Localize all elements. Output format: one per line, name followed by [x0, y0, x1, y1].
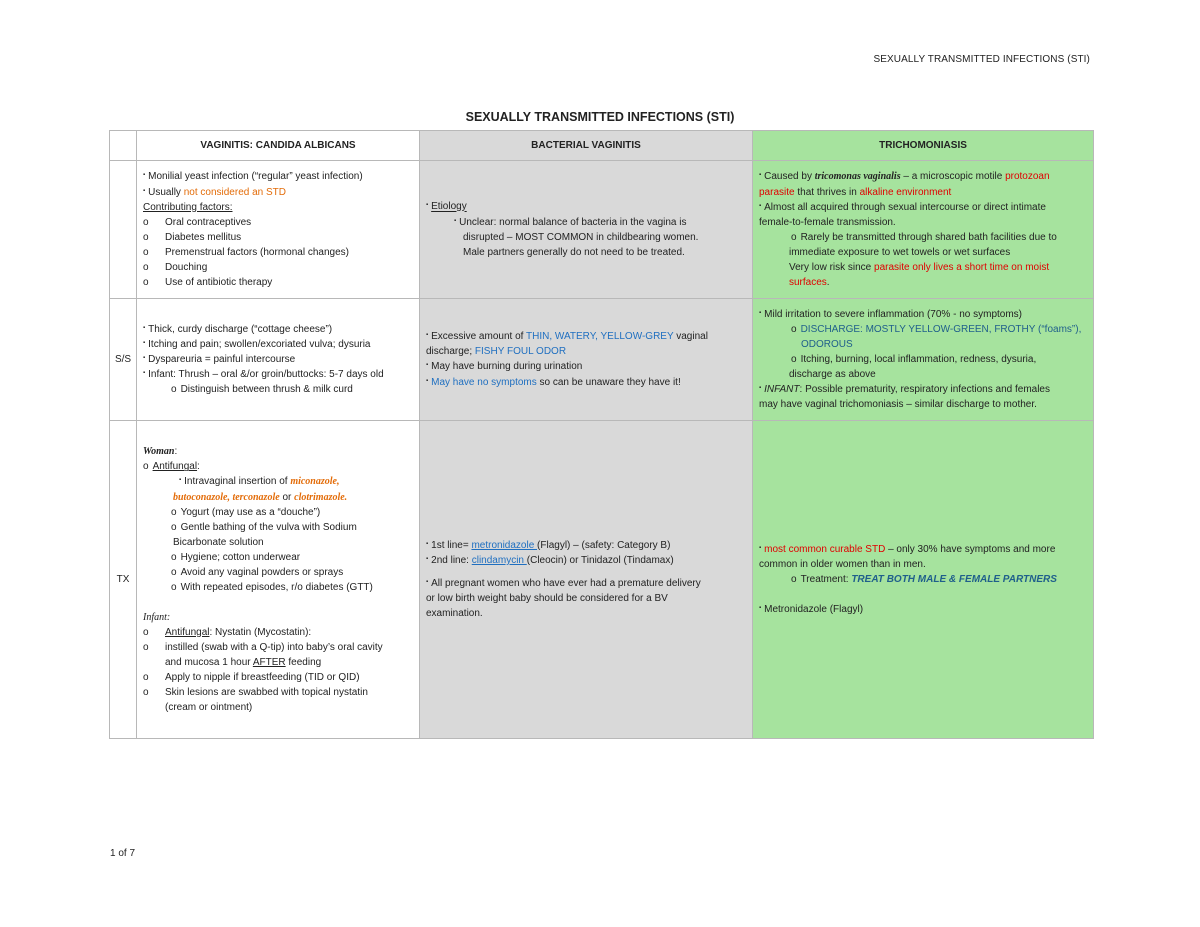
bullet-icon: ▪: [143, 172, 146, 179]
circle-bullet-icon: o: [791, 231, 797, 243]
cell-trich-overview: [753, 161, 1094, 299]
row-label-overview: [110, 161, 137, 299]
text: discharge;: [426, 346, 475, 358]
drug-link[interactable]: clindamycin: [471, 555, 527, 567]
bullet-icon: ▪: [454, 217, 457, 224]
bullet-icon: ▪: [759, 172, 762, 179]
cell-candida-overview: [137, 161, 420, 299]
bullet-icon: ▪: [426, 579, 429, 586]
text: Rarely be transmitted through shared bath facilities due to: [800, 231, 1057, 243]
organism-name: tricomonas vaginalis: [814, 171, 901, 183]
bullet-icon: ▪: [759, 309, 762, 316]
table-row-overview: [110, 161, 1094, 299]
text: Infant: Thrush – oral &/or groin/buttocks: 5-7 days old: [148, 369, 384, 381]
circle-bullet-icon: o: [143, 641, 149, 653]
circle-bullet-icon: o: [791, 354, 797, 365]
text-emphasis: parasite only lives a short time on moist: [874, 261, 1050, 273]
text-emphasis: most common curable STD: [764, 544, 886, 555]
text: and mucosa 1 hour: [165, 656, 253, 668]
factor-item: Diabetes mellitus: [165, 231, 242, 243]
circle-bullet-icon: o: [171, 506, 177, 518]
circle-bullet-icon: o: [791, 324, 797, 335]
text: female-to-female transmission.: [759, 216, 896, 228]
text: Hygiene; cotton underwear: [180, 551, 301, 563]
bullet-icon: ▪: [426, 202, 429, 209]
circle-bullet-icon: o: [143, 246, 149, 258]
text: Itching and pain; swollen/excoriated vulva; dysuria: [148, 339, 371, 350]
text: vaginal: [673, 331, 708, 343]
text: Very low risk since: [789, 261, 875, 273]
drug-name: clotrimazole.: [294, 491, 348, 503]
page-number: 1 of 7: [110, 848, 136, 859]
drug-name: miconazole,: [290, 476, 340, 488]
header-trich: TRICHOMONIASIS: [753, 131, 1094, 161]
text: – only 30% have symptoms and more: [885, 544, 1056, 555]
cell-bv-tx: [420, 421, 753, 739]
text: May have burning during urination: [431, 361, 583, 373]
text: Thick, curdy discharge (“cottage cheese”): [148, 323, 333, 335]
text: Caused by: [764, 171, 815, 183]
text: Gentle bathing of the vulva with Sodium: [180, 521, 357, 533]
text: : Nystatin (Mycostatin):: [209, 626, 312, 638]
table-row-tx: [110, 421, 1094, 739]
antifungal-label: Antifungal: [165, 626, 210, 638]
infant-label: Infant:: [143, 611, 171, 623]
cell-candida-ss: [137, 299, 420, 421]
text-emphasis: DISCHARGE: MOSTLY YELLOW-GREEN, FROTHY (“foams”),: [800, 324, 1082, 335]
drug-name: butoconazole, terconazole: [173, 491, 280, 503]
circle-bullet-icon: o: [171, 566, 177, 578]
text: may have vaginal trichomoniasis – similar discharge to mother.: [759, 399, 1037, 411]
text: so can be unaware they have it!: [536, 376, 681, 388]
text: – a microscopic motile: [900, 171, 1006, 183]
text-emphasis: not considered an STD: [183, 186, 286, 198]
text: Avoid any vaginal powders or sprays: [180, 566, 344, 578]
text: Itching, burning, local inflammation, redness, dysuria,: [800, 354, 1037, 365]
bullet-icon: ▪: [143, 339, 146, 346]
text: Yogurt (may use as a “douche”): [180, 506, 321, 518]
text: immediate exposure to wet towels or wet surfaces: [789, 246, 1011, 258]
table-row-ss: [110, 299, 1094, 421]
factor-item: Use of antibiotic therapy: [165, 276, 273, 288]
text: Male partners generally do not need to be treated.: [463, 246, 685, 258]
bullet-icon: ▪: [143, 324, 146, 331]
text-emphasis: INFANT: [764, 384, 800, 396]
circle-bullet-icon: o: [171, 551, 177, 563]
text: discharge as above: [789, 369, 876, 380]
text: that thrives in: [794, 186, 860, 198]
row-label-ss: S/S: [110, 299, 137, 421]
text: Treatment:: [800, 574, 852, 585]
text: Intravaginal insertion of: [184, 476, 291, 488]
text-emphasis: parasite: [759, 186, 795, 198]
text: :: [197, 461, 200, 473]
text-emphasis: THIN, WATERY, YELLOW-GREY: [526, 331, 674, 343]
cell-trich-ss: [753, 299, 1094, 421]
text: :: [174, 446, 178, 458]
text: Excessive amount of: [431, 331, 527, 343]
bullet-icon: ▪: [143, 187, 146, 194]
text: Usually: [148, 186, 184, 198]
header-candida: VAGINITIS: CANDIDA ALBICANS: [137, 131, 420, 161]
text-emphasis: May have no symptoms: [431, 376, 537, 388]
bullet-icon: ▪: [179, 477, 182, 484]
text: Metronidazole (Flagyl): [764, 604, 864, 616]
factor-item: Oral contraceptives: [165, 216, 252, 228]
document-title: SEXUALLY TRANSMITTED INFECTIONS (STI): [465, 110, 735, 124]
text: (Flagyl) – (safety: Category B): [537, 539, 671, 551]
table-header-row: [110, 131, 1094, 161]
text: 1st line=: [431, 539, 472, 551]
running-header: SEXUALLY TRANSMITTED INFECTIONS (STI): [873, 54, 1090, 65]
circle-bullet-icon: o: [791, 574, 797, 585]
circle-bullet-icon: o: [143, 686, 149, 698]
text: Apply to nipple if breastfeeding (TID or QID): [165, 671, 360, 683]
cell-trich-tx: [753, 421, 1094, 739]
antifungal-label: Antifungal: [152, 461, 198, 473]
bullet-icon: ▪: [759, 385, 762, 391]
sti-table: [109, 130, 1094, 739]
text: (Cleocin) or Tinidazol (Tindamax): [526, 555, 674, 567]
factor-item: Premenstrual factors (hormonal changes): [165, 246, 349, 258]
text: Monilial yeast infection (“regular” yeast infection): [148, 171, 363, 183]
circle-bullet-icon: o: [171, 384, 177, 396]
circle-bullet-icon: o: [143, 216, 149, 228]
bullet-icon: ▪: [759, 605, 762, 611]
contributing-factors-label: Contributing factors:: [143, 201, 233, 213]
text: .: [826, 276, 830, 288]
text: 2nd line:: [431, 555, 472, 567]
row-label-tx: TX: [110, 421, 137, 739]
cell-candida-tx: [137, 421, 420, 739]
circle-bullet-icon: o: [171, 521, 177, 533]
text: disrupted – MOST COMMON in childbearing women.: [463, 231, 699, 243]
text: or low birth weight baby should be considered for a BV: [426, 593, 668, 605]
bullet-icon: ▪: [426, 377, 429, 384]
circle-bullet-icon: o: [143, 276, 149, 288]
circle-bullet-icon: o: [171, 581, 177, 593]
cell-bv-ss: [420, 299, 753, 421]
bullet-icon: ▪: [759, 544, 762, 551]
factor-item: Douching: [165, 261, 208, 273]
etiology-label: Etiology: [431, 201, 467, 213]
bullet-icon: ▪: [759, 202, 762, 209]
text: Skin lesions are swabbed with topical nystatin: [165, 686, 368, 698]
bullet-icon: ▪: [426, 332, 429, 339]
text-emphasis: AFTER: [252, 656, 286, 668]
bullet-icon: ▪: [143, 370, 146, 377]
text: (cream or ointment): [165, 701, 253, 713]
text: With repeated episodes, r/o diabetes (GTT): [180, 581, 373, 593]
circle-bullet-icon: o: [143, 671, 149, 683]
text-emphasis: alkaline environment: [859, 186, 952, 198]
text-emphasis: protozoan: [1005, 171, 1050, 183]
header-corner: [110, 131, 137, 161]
circle-bullet-icon: o: [143, 461, 149, 473]
text: or: [279, 491, 295, 503]
bullet-icon: ▪: [143, 355, 146, 361]
text: Unclear: normal balance of bacteria in the vagina is: [459, 216, 687, 228]
text: Bicarbonate solution: [173, 536, 264, 548]
circle-bullet-icon: o: [143, 626, 149, 638]
text: feeding: [285, 656, 322, 668]
text: Mild irritation to severe inflammation (70% - no symptoms): [764, 309, 1023, 320]
text: Almost all acquired through sexual intercourse or direct intimate: [764, 201, 1046, 213]
text: instilled (swab with a Q-tip) into baby’s oral cavity: [165, 641, 383, 653]
text: common in older women than in men.: [759, 559, 926, 570]
circle-bullet-icon: o: [143, 261, 149, 273]
text: examination.: [426, 608, 483, 620]
text-emphasis: TREAT BOTH MALE & FEMALE PARTNERS: [851, 574, 1057, 585]
woman-label: Woman: [143, 446, 175, 458]
text-emphasis: FISHY FOUL ODOR: [474, 346, 567, 358]
text: : Possible prematurity, respiratory infections and females: [799, 384, 1050, 396]
circle-bullet-icon: o: [143, 231, 149, 243]
text: Dyspareuria = painful intercourse: [148, 354, 296, 366]
bullet-icon: ▪: [426, 555, 429, 562]
header-bv: BACTERIAL VAGINITIS: [420, 131, 753, 161]
text: Distinguish between thrush & milk curd: [180, 384, 353, 396]
text-emphasis: ODOROUS: [801, 339, 853, 350]
text: All pregnant women who have ever had a premature delivery: [431, 578, 701, 590]
text-emphasis: surfaces: [789, 276, 827, 288]
drug-link[interactable]: metronidazole: [471, 539, 538, 551]
cell-bv-overview: [420, 161, 753, 299]
bullet-icon: ▪: [426, 362, 429, 369]
bullet-icon: ▪: [426, 540, 429, 547]
